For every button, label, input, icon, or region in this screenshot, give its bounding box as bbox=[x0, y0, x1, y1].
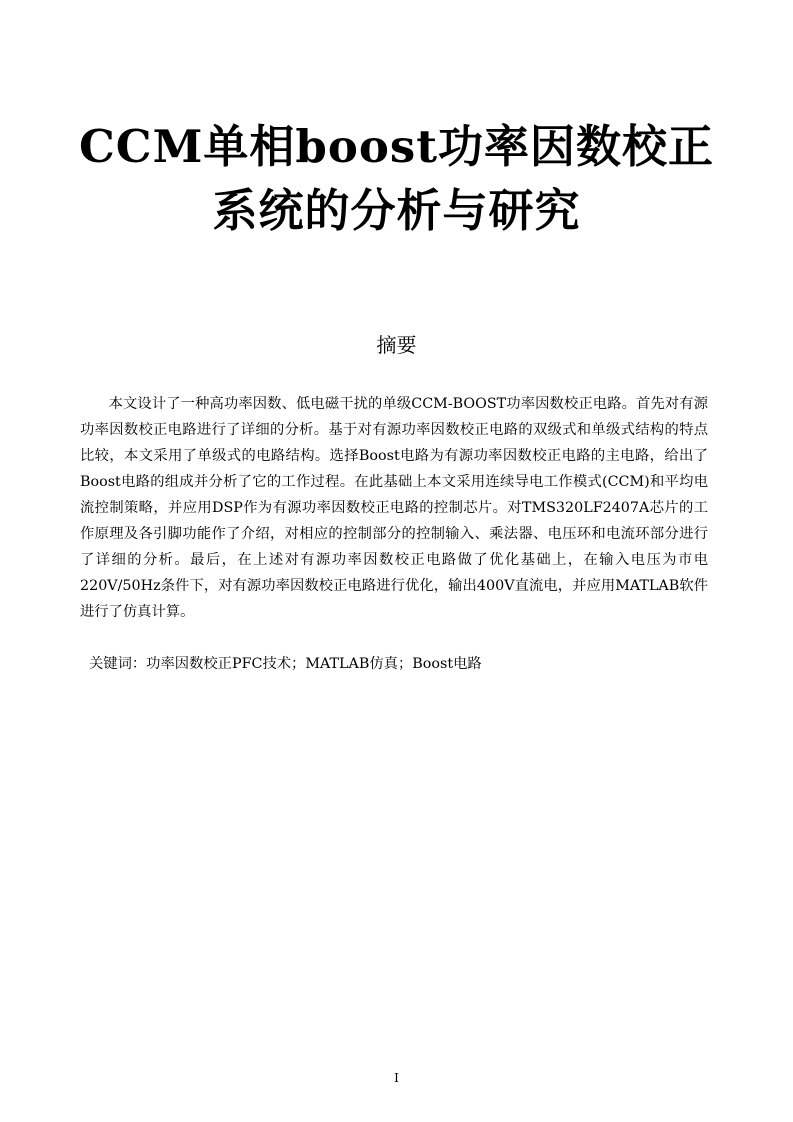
document-title-line-2: 系统的分析与研究 bbox=[212, 184, 581, 237]
page-number: I bbox=[394, 1071, 399, 1085]
document-title-line-1: CCM单相boost功率因数校正 bbox=[78, 120, 715, 173]
abstract-body: 本文设计了一种高功率因数、低电磁干扰的单级CCM-BOOST功率因数校正电路。首先对有源功率因数校正电路进行了详细的分析。基于对有源功率因数校正电路的双级式和单级式结构的特点比较，本文采用了单级式的电路结构。选择Boost电路为有源功率因数校正电路的主电路，给出了Boost电路的组成并分析了它的工作过程。在此基础上本文采用连续导电工作模式(CCM)和平均电流控制策略，并应用DSP作为有源功率因数校正电路的控制芯片。对TMS320LF2407A芯片的工作原理及各引脚功能作了介绍，对相应的控制部分的控制输入、乘法器、电压环和电流环部分进行了详细的分析。最后，在上述对有源功率因数校正电路做了优化基础上，在输入电压为市电220V/50Hz条件下，对有源功率因数校正电路进行优化，输出400V直流电，并应用MATLAB软件进行了仿真计算。 bbox=[80, 396, 708, 620]
keywords-line: 关键词：功率因数校正PFC技术；MATLAB仿真；Boost电路 bbox=[89, 656, 482, 672]
abstract-heading: 摘要 bbox=[376, 333, 417, 357]
